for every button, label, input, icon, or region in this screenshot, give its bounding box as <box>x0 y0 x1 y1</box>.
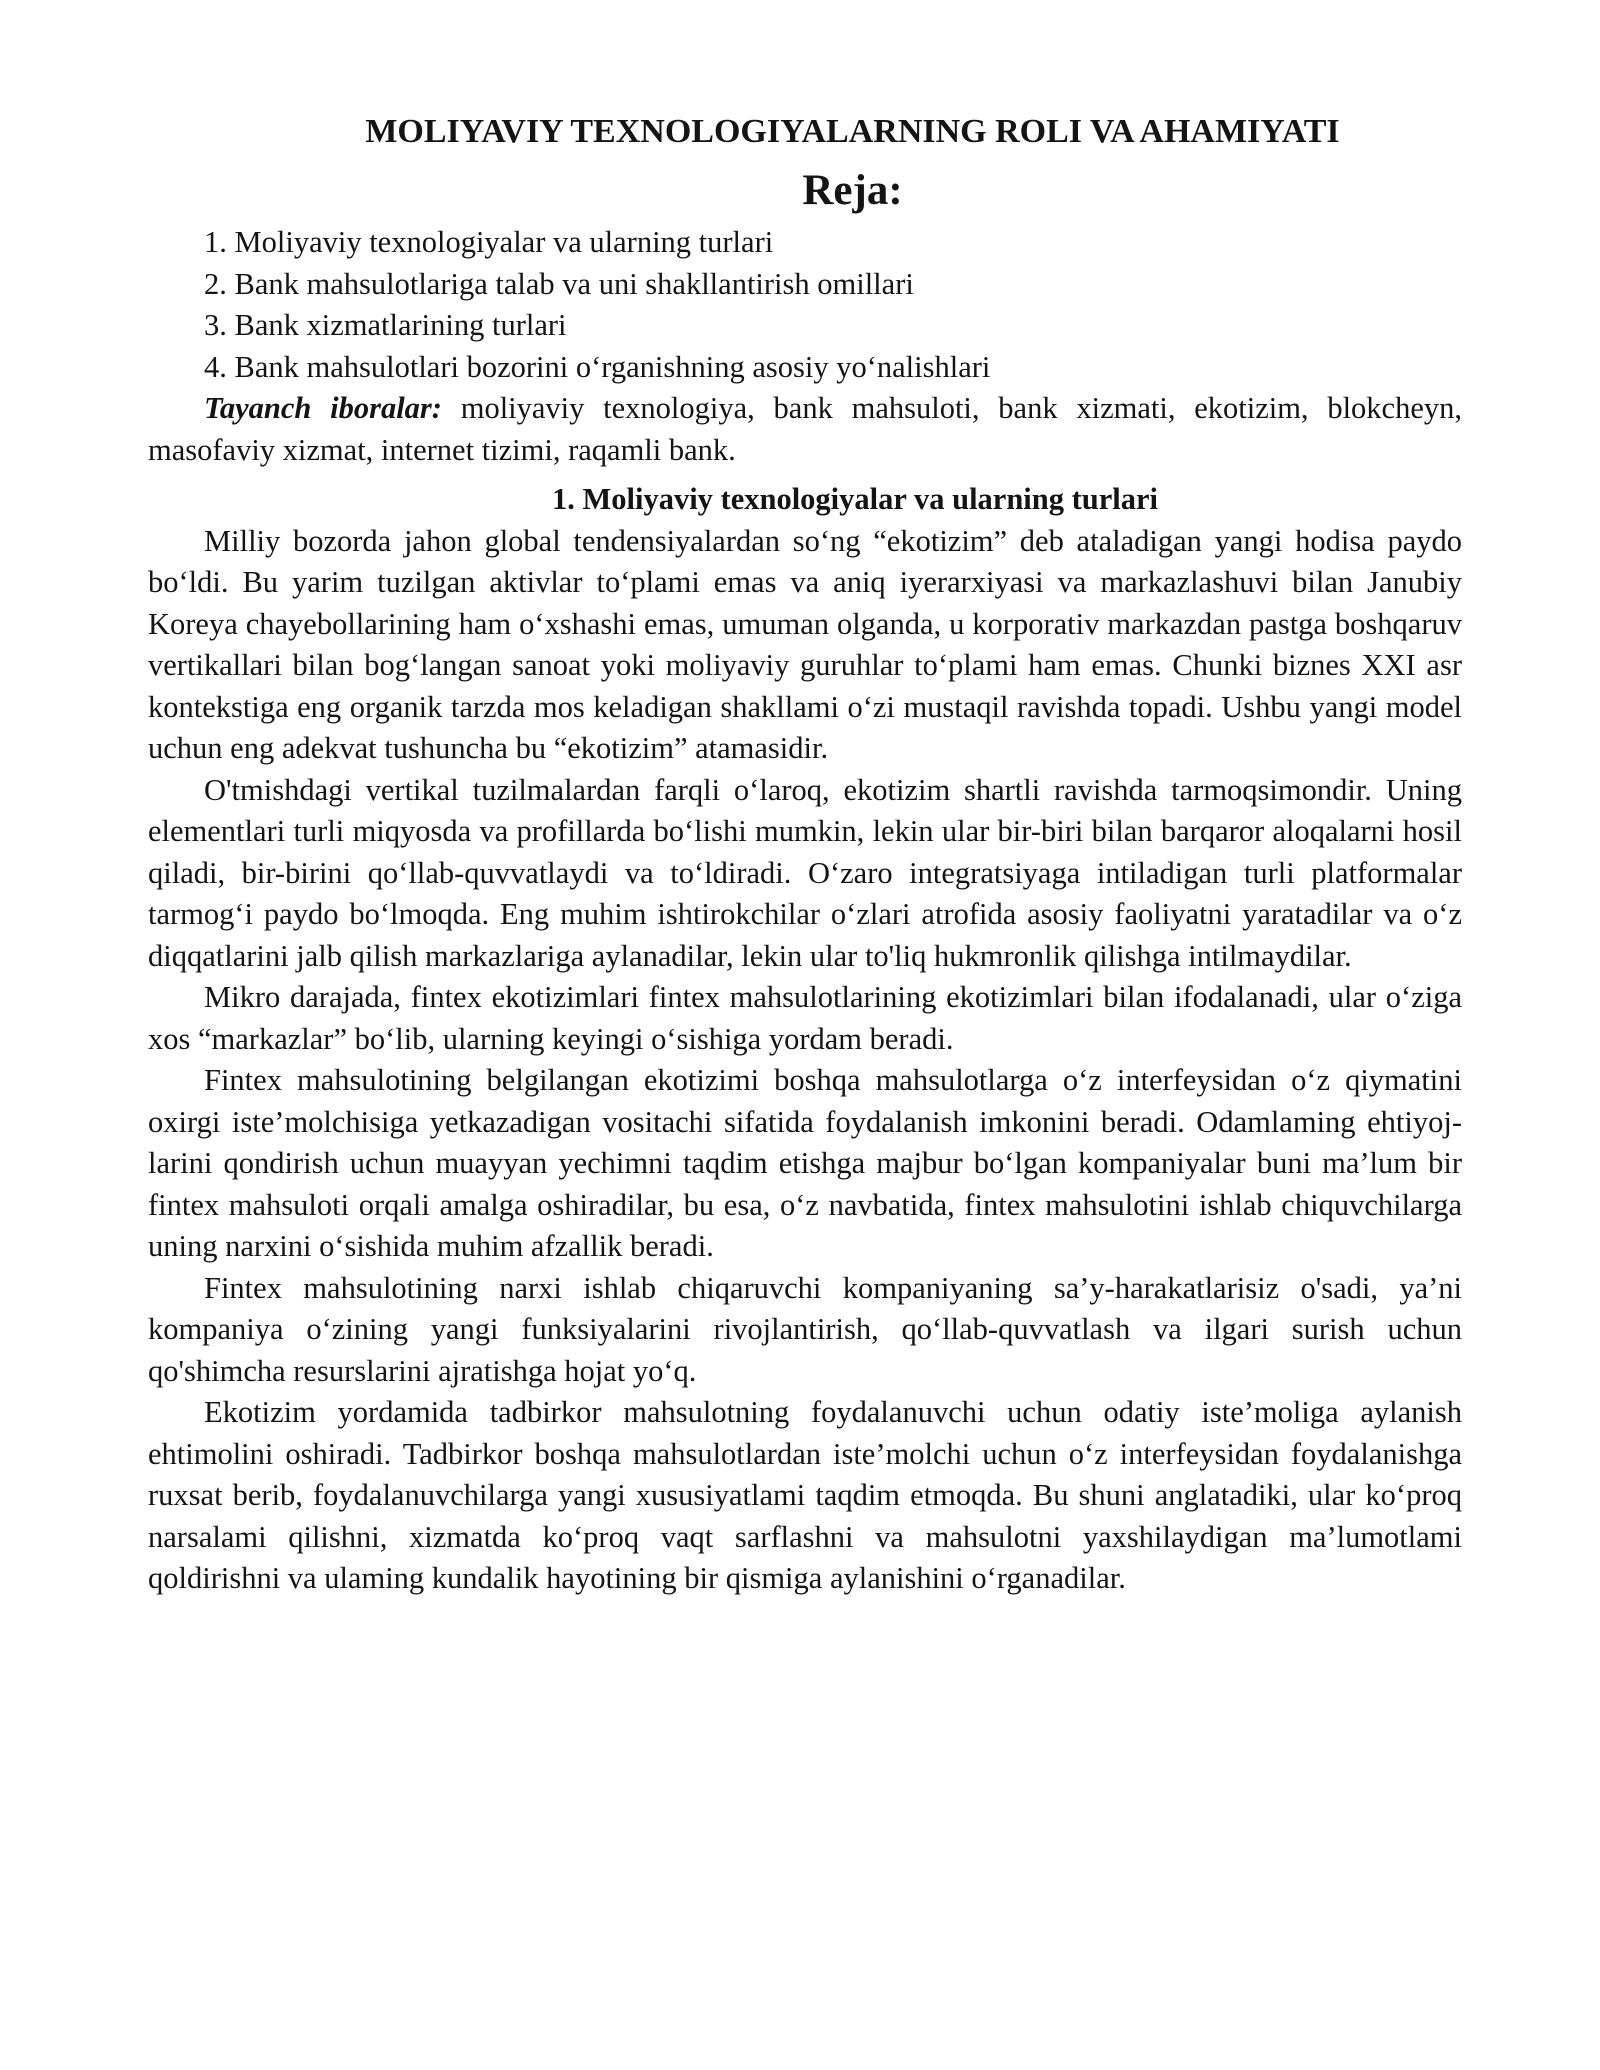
body-paragraph: Mikro darajada, fintex ekotizimlari fintex mahsulotlarining ekotizimlari bilan ifodalanadi, ular o‘ziga xos “markazlar” bo‘lib, ularning keyingi o‘sishiga yordam beradi. <box>148 980 1462 1056</box>
plan-item: 2. Bank mahsulotlariga talab va uni shakllantirish omillari <box>204 266 914 301</box>
section-title: 1. Moliyaviy texnologiyalar va ularning turlari <box>551 482 1159 516</box>
document-title: MOLIYAVIY TEXNOLOGIYALARNING ROLI VA AHAMIYATI <box>365 113 1340 150</box>
plan-heading: Reja: <box>802 167 903 214</box>
body-paragraph: Fintex mahsulotining belgilangan ekotizimi boshqa mahsulotlarga o‘z interfeysidan o‘z qiymatini oxirgi iste’molchisiga yetkazadigan vositachi sifatida foydalanish imkonini beradi. Odamlaming ehtiyoj- larini qondirish uchun muayyan yechimni taqdim etishga majbur bo‘lgan kompaniyalar buni ma’lum bir fintex mahsuloti orqali amalga oshiradilar, bu esa, o‘z navbatida, fintex mahsulotini ishlab chiquvchilarga uning narxini o‘sishida muhim afzallik beradi. <box>148 1063 1462 1263</box>
body-paragraph: O'tmishdagi vertikal tuzilmalardan farqli o‘laroq, ekotizim shartli ravishda tarmoqsimondir. Uning elementlari turli miqyosda va profillarda bo‘lishi mumkin, lekin ular bir-biri bilan barqaror aloqalarni hosil qiladi, bir-birini qo‘llab-quvvatlaydi va to‘ldiradi. O‘zaro integratsiyaga intiladigan turli platformalar tarmog‘i paydo bo‘lmoqda. Eng muhim ishtirokchilar o‘zlari atrofida asosiy faoliyatni yaratadilar va o‘z diqqatlarini jalb qilish markazlariga aylanadilar, lekin ular to'liq hukmronlik qilishga intilmaydilar. <box>148 772 1462 973</box>
keywords-label: Tayanch iboralar: <box>204 391 442 425</box>
body-paragraph: Fintex mahsulotining narxi ishlab chiqaruvchi kompaniyaning sa’y-harakatlarisiz o'sadi, ya’ni kompaniya o‘zining yangi funksiyalarini rivojlantirish, qo‘llab-quvvatlash va ilgari surish uchun qo'shimcha resurslarini ajratishga hojat yo‘q. <box>148 1270 1462 1388</box>
plan-list <box>148 222 1462 388</box>
body-paragraph: Milliy bozorda jahon global tendensiyalardan so‘ng “ekotizim” deb ataladigan yangi hodisa paydo bo‘ldi. Bu yarim tuzilgan aktivlar to‘plami emas va aniq iyerarxiyasi va markazlashuvi bilan Janubiy Koreya chayebollarining ham o‘xshashi emas, umuman olganda, u korporativ markazdan pastga boshqaruv vertikallari bilan bog‘langan sanoat yoki moliyaviy guruhlar to‘plami ham emas. Chunki biznes XXI asr kontekstiga eng organik tarzda mos keladigan shakllami o‘zi mustaqil ravishda topadi. Ushbu yangi model uchun eng adekvat tushuncha bu “ekotizim” atamasidir. <box>148 523 1462 765</box>
plan-item: 3. Bank xizmatlarining turlari <box>204 308 567 342</box>
plan-item: 4. Bank mahsulotlari bozorini o‘rganishning asosiy yo‘nalishlari <box>204 349 991 384</box>
keywords-paragraph <box>148 388 1462 471</box>
keywords-text: moliyaviy texnologiya, bank mahsuloti, bank xizmati, ekotizim, blokcheyn, masofaviy xizmat, internet tizimi, raqamli bank. <box>148 391 1462 467</box>
document-page <box>148 108 1462 1600</box>
body-paragraph: Ekotizim yordamida tadbirkor mahsulotning foydalanuvchi uchun odatiy iste’moliga aylanish ehtimolini oshiradi. Tadbirkor boshqa mahsulotlardan iste’molchi uchun o‘z interfeysidan foydalanishga ruxsat berib, foydalanuvchilarga yangi xususiyatlami taqdim etmoqda. Bu shuni anglatadiki, ular ko‘proq narsalami qilishni, xizmatda ko‘proq vaqt sarflashni va mahsulotni yaxshilaydigan ma’lumotlami qoldirishni va ulaming kundalik hayotining bir qismiga aylanishini o‘rganadilar. <box>148 1395 1462 1595</box>
plan-item: 1. Moliyaviy texnologiyalar va ularning turlari <box>204 225 774 259</box>
